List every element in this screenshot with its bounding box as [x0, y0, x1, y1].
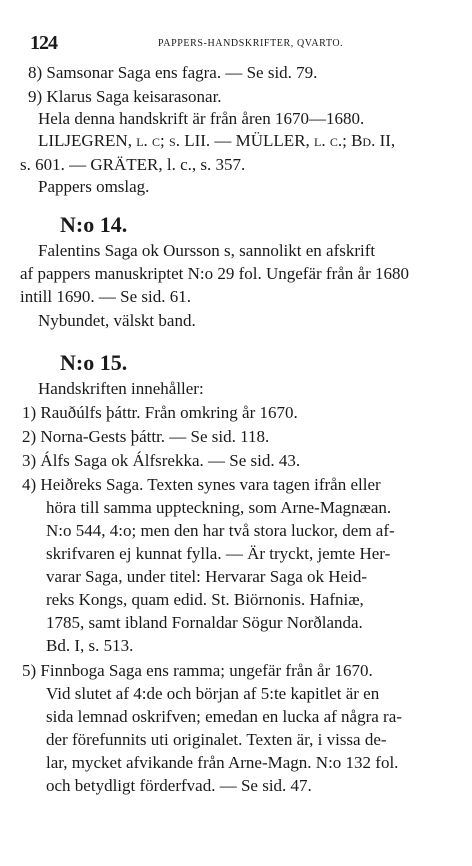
item-15-4-line-6: reks Kongs, quam edid. St. Biörnonis. Hafniæ,	[46, 590, 364, 609]
item-15-5-line-1: 5) Finnboga Saga ens ramma; ungefär från år 1670.	[22, 661, 373, 680]
item-15-4-line-5: varar Saga, under titel: Hervarar Saga ok Heid-	[46, 567, 367, 586]
binding-note: Pappers omslag.	[38, 177, 150, 196]
contents-heading: Handskriften innehåller:	[38, 379, 204, 398]
reference-line-1: LILJEGREN, l. c; s. LII. — MÜLLER, l. c.; Bd. II,	[38, 131, 396, 150]
item-15-3: 3) Álfs Saga ok Álfsrekka. — Se sid. 43.	[22, 451, 301, 470]
item-14-line-3: intill 1690. — Se sid. 61.	[20, 287, 191, 306]
page-header	[22, 32, 442, 56]
section-heading-15: N:o 15.	[60, 350, 128, 375]
item-15-5-line-6: och betydligt förderfvad. — Se sid. 47.	[46, 776, 312, 795]
item-15-4-line-4: skrifvaren ej kunnat fylla. — Är tryckt, jemte Her-	[46, 544, 391, 563]
entry-9-title: 9) Klarus Saga keisarasonar.	[28, 87, 222, 106]
item-15-4-line-2: höra till samma uppteckning, som Arne-Magnæan.	[46, 498, 392, 517]
reference-line-2: s. 601. — GRÄTER, l. c., s. 357.	[20, 155, 246, 174]
item-15-4-line-3: N:o 544, 4:o; men den har två stora luckor, dem af-	[46, 521, 395, 540]
date-note: Hela denna handskrift är från åren 1670—1680.	[38, 109, 365, 128]
item-15-5-line-2: Vid slutet af 4:de och början af 5:te kapitlet är en	[46, 684, 380, 703]
item-15-4-line-1: 4) Heiðreks Saga. Texten synes vara tagen ifrån eller	[22, 475, 381, 494]
item-14-line-2: af pappers manuskriptet N:o 29 fol. Ungefär från år 1680	[20, 264, 409, 283]
item-15-5-line-4: der förefunnits uti originalet. Texten är, i vissa de-	[46, 730, 387, 749]
entry-8-title: 8) Samsonar Saga ens fagra. — Se sid. 79.	[28, 63, 318, 82]
item-14-binding: Nybundet, välskt band.	[38, 311, 196, 330]
item-15-4-line-7: 1785, samt ibland Fornaldar Sögur Norðlanda.	[46, 613, 363, 632]
item-15-1: 1) Rauðúlfs þáttr. Från omkring år 1670.	[22, 403, 298, 422]
item-15-4-line-8: Bd. I, s. 513.	[46, 636, 134, 655]
item-14-line-1: Falentins Saga ok Oursson s, sannolikt en afskrift	[38, 241, 376, 260]
item-15-5-line-5: lar, mycket afvikande från Arne-Magn. N:o 132 fol.	[46, 753, 399, 772]
running-title: PAPPERS-HANDSKRIFTER, QVARTO.	[158, 38, 344, 49]
page-number: 124	[30, 32, 57, 54]
item-15-2: 2) Norna-Gests þáttr. — Se sid. 118.	[22, 427, 270, 446]
item-15-5-line-3: sida lemnad oskrifven; emedan en lucka af några ra-	[46, 707, 402, 726]
section-heading-14: N:o 14.	[60, 212, 128, 237]
